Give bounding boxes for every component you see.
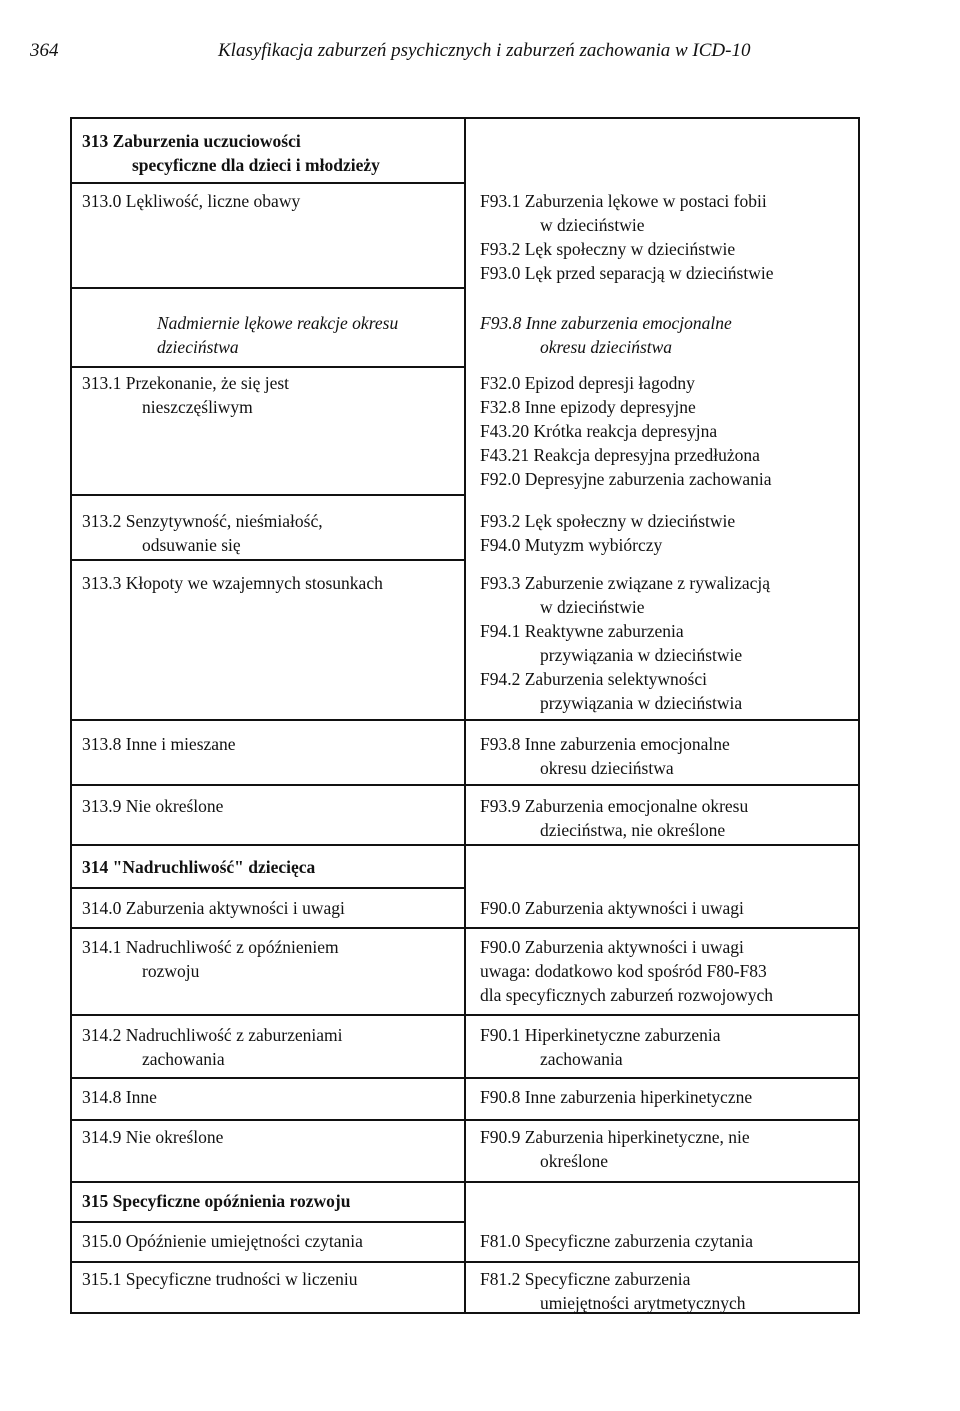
- left-cell: [82, 1125, 223, 1149]
- left-cell: [82, 1267, 358, 1291]
- left-cell: [82, 935, 339, 983]
- cell-line: 313.2 Senzytywność, nieśmiałość,: [82, 511, 323, 531]
- left-cell: [82, 189, 300, 213]
- cell-line: 313.0 Lękliwość, liczne obawy: [82, 191, 301, 211]
- cell-line: dzieciństwa, nie określone: [540, 820, 726, 840]
- left-cell: [82, 1085, 157, 1109]
- cell-line: F93.9 Zaburzenia emocjonalne okresu: [480, 796, 749, 816]
- row-rule: [72, 719, 858, 721]
- cell-line: F90.0 Zaburzenia aktywności i uwagi: [480, 898, 744, 918]
- row-rule: [72, 887, 464, 889]
- cell-line: F93.2 Lęk społeczny w dzieciństwie: [480, 239, 736, 259]
- cell-line: F43.21 Reakcja depresyjna przedłużona: [480, 445, 760, 465]
- right-cell: [480, 794, 748, 842]
- cell-line: 313.1 Przekonanie, że się jest: [82, 373, 290, 393]
- cell-line: F93.1 Zaburzenia lękowe w postaci fobii: [480, 191, 767, 211]
- cell-line: 313 Zaburzenia uczuciowości: [82, 131, 301, 151]
- row-rule: [72, 1077, 858, 1079]
- right-cell: [480, 896, 744, 920]
- cell-line: F90.1 Hiperkinetyczne zaburzenia: [480, 1025, 721, 1045]
- left-cell: [82, 129, 380, 177]
- cell-line: 313.8 Inne i mieszane: [82, 734, 236, 754]
- cell-line: rozwoju: [142, 961, 200, 981]
- row-rule: [72, 1221, 464, 1223]
- cell-line: przywiązania w dzieciństwie: [540, 645, 743, 665]
- right-cell: [480, 371, 772, 491]
- left-cell: [82, 794, 223, 818]
- cell-line: F90.0 Zaburzenia aktywności i uwagi: [480, 937, 744, 957]
- cell-line: dla specyficznych zaburzeń rozwojowych: [480, 985, 773, 1005]
- cell-line: specyficzne dla dzieci i młodzieży: [132, 155, 380, 175]
- right-cell: [480, 935, 773, 1007]
- cell-line: F43.20 Krótka reakcja depresyjna: [480, 421, 718, 441]
- right-cell: [480, 1125, 750, 1173]
- row-rule: [72, 1119, 858, 1121]
- cell-line: 315.0 Opóźnienie umiejętności czytania: [82, 1231, 363, 1251]
- row-rule: [72, 1181, 858, 1183]
- right-cell: [480, 1023, 721, 1071]
- cell-line: F92.0 Depresyjne zaburzenia zachowania: [480, 469, 772, 489]
- left-cell: [82, 1229, 363, 1253]
- cell-line: 314.9 Nie określone: [82, 1127, 224, 1147]
- cell-line: okresu dzieciństwa: [540, 758, 674, 778]
- cell-line: F94.2 Zaburzenia selektywności: [480, 669, 707, 689]
- cell-line: F32.8 Inne epizody depresyjne: [480, 397, 696, 417]
- row-rule: [72, 927, 858, 929]
- left-cell: [82, 509, 323, 557]
- cell-line: F90.8 Inne zaburzenia hiperkinetyczne: [480, 1087, 753, 1107]
- right-cell: [480, 571, 770, 715]
- cell-line: 314.8 Inne: [82, 1087, 157, 1107]
- cell-line: zachowania: [142, 1049, 225, 1069]
- cell-line: F94.1 Reaktywne zaburzenia: [480, 621, 684, 641]
- cell-line: 315.1 Specyficzne trudności w liczeniu: [82, 1269, 358, 1289]
- left-cell: [82, 1189, 350, 1213]
- cell-line: określone: [540, 1151, 609, 1171]
- cell-line: F93.8 Inne zaburzenia emocjonalne: [480, 734, 730, 754]
- column-divider: [464, 119, 466, 1312]
- row-rule: [72, 844, 858, 846]
- left-cell: [82, 371, 289, 419]
- cell-line: 313.9 Nie określone: [82, 796, 224, 816]
- cell-line: 314.1 Nadruchliwość z opóźnieniem: [82, 937, 339, 957]
- cell-line: zachowania: [540, 1049, 623, 1069]
- cell-line: Nadmiernie lękowe reakcje okresu: [157, 313, 399, 333]
- left-cell: [157, 311, 398, 359]
- cell-line: 315 Specyficzne opóźnienia rozwoju: [82, 1191, 351, 1211]
- cell-line: F81.2 Specyficzne zaburzenia: [480, 1269, 691, 1289]
- cell-line: umiejętności arytmetycznych: [540, 1293, 746, 1313]
- mapping-table: [70, 117, 860, 1314]
- right-cell: [480, 732, 730, 780]
- row-rule: [72, 1261, 858, 1263]
- row-rule: [72, 182, 464, 184]
- row-rule: [72, 366, 464, 368]
- row-rule: [72, 784, 858, 786]
- cell-line: 314 "Nadruchliwość" dziecięca: [82, 857, 316, 877]
- cell-line: F81.0 Specyficzne zaburzenia czytania: [480, 1231, 754, 1251]
- cell-line: w dzieciństwie: [540, 597, 645, 617]
- row-rule: [72, 287, 464, 289]
- cell-line: F93.3 Zaburzenie związane z rywalizacją: [480, 573, 771, 593]
- page-header: [28, 40, 928, 70]
- right-cell: [480, 311, 732, 359]
- right-cell: [480, 189, 774, 285]
- cell-line: F93.0 Lęk przed separacją w dzieciństwie: [480, 263, 774, 283]
- cell-line: okresu dzieciństwa: [540, 337, 673, 357]
- cell-line: uwaga: dodatkowo kod spośród F80-F83: [480, 961, 767, 981]
- cell-line: przywiązania w dzieciństwia: [540, 693, 743, 713]
- page-number: 364: [30, 40, 59, 61]
- cell-line: F93.2 Lęk społeczny w dzieciństwie: [480, 511, 736, 531]
- cell-line: odsuwanie się: [142, 535, 241, 555]
- cell-line: F90.9 Zaburzenia hiperkinetyczne, nie: [480, 1127, 750, 1147]
- right-cell: [480, 1267, 746, 1315]
- left-cell: [82, 855, 315, 879]
- cell-line: dzieciństwa: [157, 337, 239, 357]
- cell-line: nieszczęśliwym: [142, 397, 253, 417]
- cell-line: 313.3 Kłopoty we wzajemnych stosunkach: [82, 573, 383, 593]
- left-cell: [82, 732, 236, 756]
- right-cell: [480, 1085, 752, 1109]
- cell-line: 314.0 Zaburzenia aktywności i uwagi: [82, 898, 345, 918]
- left-cell: [82, 896, 345, 920]
- cell-line: 314.2 Nadruchliwość z zaburzeniami: [82, 1025, 343, 1045]
- left-cell: [82, 1023, 342, 1071]
- row-rule: [72, 494, 464, 496]
- running-title: Klasyfikacja zaburzeń psychicznych i zaburzeń zachowania w ICD-10: [218, 40, 751, 61]
- cell-line: F94.0 Mutyzm wybiórczy: [480, 535, 663, 555]
- row-rule: [72, 1014, 858, 1016]
- cell-line: w dzieciństwie: [540, 215, 645, 235]
- left-cell: [82, 571, 383, 595]
- right-cell: [480, 509, 735, 557]
- cell-line: F93.8 Inne zaburzenia emocjonalne: [480, 313, 732, 333]
- cell-line: F32.0 Epizod depresji łagodny: [480, 373, 695, 393]
- row-rule: [72, 559, 464, 561]
- right-cell: [480, 1229, 753, 1253]
